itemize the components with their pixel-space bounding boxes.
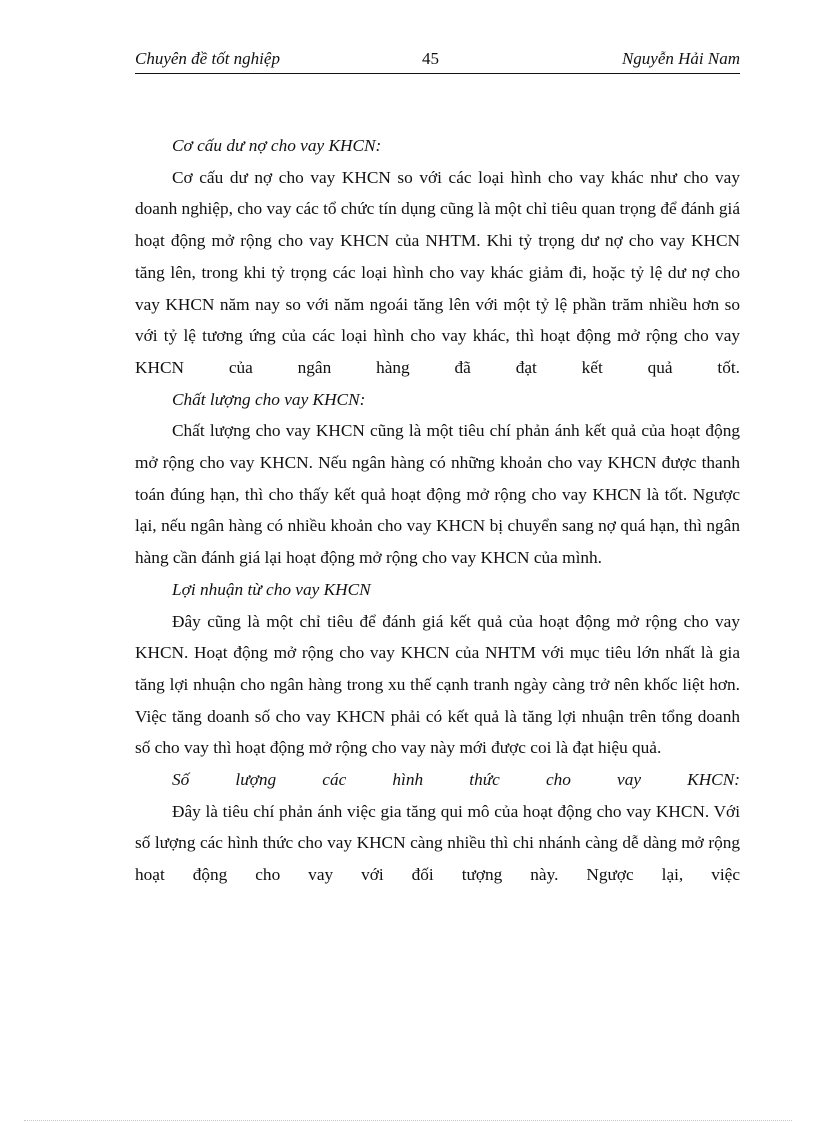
page-header [135,49,740,74]
section-paragraph: Đây cũng là một chỉ tiêu để đánh giá kết quả của hoạt động mở rộng cho vay KHCN. Hoạt động mở rộng cho vay KHCN của NHTM với mục tiêu lớn nhất là gia tăng lợi nhuận cho ngân hàng trong xu thế cạnh tranh ngày càng trở nên khốc liệt hơn. Việc tăng doanh số cho vay KHCN phải có kết quả là tăng lợi nhuận trên tổng doanh số cho vay thì hoạt động mở rộng cho vay này mới được coi là đạt hiệu quả. [135,611,740,758]
section-paragraph: Chất lượng cho vay KHCN cũng là một tiêu chí phản ánh kết quả của hoạt động mở rộng cho vay KHCN. Nếu ngân hàng có những khoản cho vay KHCN được thanh toán đúng hạn, thì cho thấy kết quả hoạt động mở rộng cho vay KHCN là tốt. Ngược lại, nếu ngân hàng có nhiều khoản cho vay KHCN bị chuyển sang nợ quá hạn, thì ngân hàng cần đánh giá lại hoạt động mở rộng cho vay KHCN của mình. [135,421,740,568]
section-heading: Cơ cấu dư nợ cho vay KHCN: [172,136,382,155]
section-heading: Lợi nhuận từ cho vay KHCN [172,579,371,599]
section-paragraph: Đây là tiêu chí phản ánh việc gia tăng qui mô của hoạt động cho vay KHCN. Với số lượng các hình thức cho vay KHCN càng nhiều thì chi nhánh càng dễ dàng mở rộng hoạt động cho vay với đối tượng này. Ngược lại, việc [135,801,740,885]
header-document-title: Chuyên đề tốt nghiệp [135,49,280,68]
header-author-name: Nguyễn Hải Nam [621,49,740,68]
document-body [135,130,740,891]
section-paragraph: Cơ cấu dư nợ cho vay KHCN so với các loại hình cho vay khác như cho vay doanh nghiệp, cho vay các tổ chức tín dụng cũng là một chỉ tiêu quan trọng để đánh giá hoạt động mở rộng cho vay KHCN của NHTM. Khi tỷ trọng dư nợ cho vay KHCN tăng lên, trong khi tỷ trọng các loại hình cho vay khác giảm đi, hoặc tỷ lệ dư nợ cho vay KHCN năm nay so với năm ngoái tăng lên với một tỷ lệ phần trăm nhiều hơn so với tỷ lệ tương ứng của các loại hình cho vay khác, thì hoạt động mở rộng cho vay KHCN của ngân hàng đã đạt kết quả tốt. [135,167,740,377]
page-bottom-divider [24,1120,792,1121]
header-page-number: 45 [422,49,439,68]
section-heading: Chất lượng cho vay KHCN: [172,389,366,409]
section-heading: Số lượng các hình thức cho vay KHCN: [172,770,740,790]
